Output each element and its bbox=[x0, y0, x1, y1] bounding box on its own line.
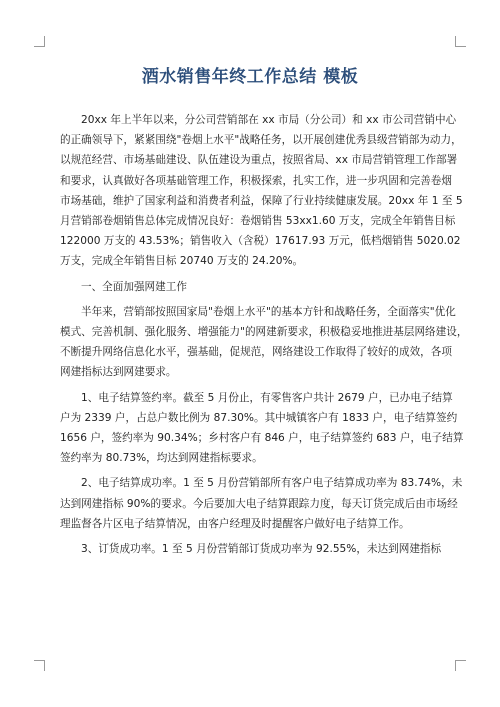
text-line: 以规范经营、市场基础建设、队伍建设为重点，按照省局、xx 市局营销管理工作部署 bbox=[60, 154, 458, 167]
text-line: 3、订货成功率。1 至 5 月份营销部订货成功率为 92.55%，未达到网建指标 bbox=[81, 543, 442, 556]
paragraph-network bbox=[60, 302, 468, 383]
paragraph-order-rate bbox=[60, 539, 440, 559]
page-corner-mark-bottom-left bbox=[34, 660, 45, 671]
text-line: 户为 2339 户，占总户数比例为 87.30%。其中城镇客户有 1833 户，电子结算签约 bbox=[60, 411, 458, 424]
text-line: 半年来，营销部按照国家局"卷烟上水平"的基本方针和战略任务，全面落实"优化 bbox=[81, 305, 456, 318]
text-line: 月营销部卷烟销售总体完成情况良好：卷烟销售 53xx1.60 万支，完成全年销售目标 bbox=[60, 215, 456, 228]
text-line: 20xx 年上半年以来，分公司营销部在 xx 市局（分公司）和 xx 市公司营销中心 bbox=[81, 114, 457, 126]
paragraph-success-rate bbox=[60, 473, 463, 534]
text-line: 1656 户，签约率为 90.34%；乡村客户有 846 户，电子结算签约 683 户，电子结算 bbox=[60, 432, 464, 445]
text-line: 1、电子结算签约率。截至 5 月份止，有零售客户共计 2679 户，已办电子结算 bbox=[81, 391, 453, 404]
section-heading: 一、全面加强网建工作 bbox=[81, 280, 187, 293]
text-line: 达到网建指标 90%的要求。今后要加大电子结算跟踪力度，每天订货完成后由市场经 bbox=[60, 497, 458, 510]
page-corner-mark-top-left bbox=[34, 36, 45, 47]
text-line: 万支，完成全年销售目标 20740 万支的 24.20%。 bbox=[60, 255, 304, 268]
text-line: 模式、完善机制、强化服务、增强能力"的网建新要求，积极稳妥地推进基层网络建设， bbox=[60, 326, 468, 339]
text-line: 不断提升网络信息化水平，强基础，促规范，网络建设工作取得了较好的成效，各项 bbox=[60, 346, 452, 359]
text-line: 122000 万支的 43.53%；销售收入（含税）17617.93 万元，低档烟销售 5020.02 bbox=[60, 235, 461, 248]
document-title: 酒水销售年终工作总结 模板 bbox=[141, 67, 359, 87]
page-corner-mark-bottom-right bbox=[455, 660, 466, 671]
paragraph-intro bbox=[60, 110, 463, 272]
paragraph-signing-rate bbox=[60, 388, 464, 469]
text-line: 网建指标达到网建要求。 bbox=[60, 366, 177, 379]
document-body bbox=[60, 110, 468, 564]
page-corner-mark-top-right bbox=[455, 36, 466, 47]
text-line: 签约率为 80.73%，均达到网建指标要求。 bbox=[60, 452, 263, 465]
text-line: 2、电子结算成功率。1 至 5 月份营销部所有客户电子结算成功率为 83.74%，未 bbox=[81, 477, 463, 490]
text-line: 理监督各片区电子结算情况，由客户经理及时提醒客户做好电子结算工作。 bbox=[60, 517, 410, 530]
text-line: 的正确领导下，紧紧围绕"卷烟上水平"战略任务，以开展创建优秀县级营销部为动力， bbox=[60, 134, 462, 147]
text-line: 市场基础，维护了国家利益和消费者利益，保障了行业持续健康发展。20xx 年 1 至 5 bbox=[60, 194, 463, 207]
text-line: 和要求，认真做好各项基础管理工作，积极探索，扎实工作，进一步巩固和完善卷烟 bbox=[60, 174, 452, 187]
